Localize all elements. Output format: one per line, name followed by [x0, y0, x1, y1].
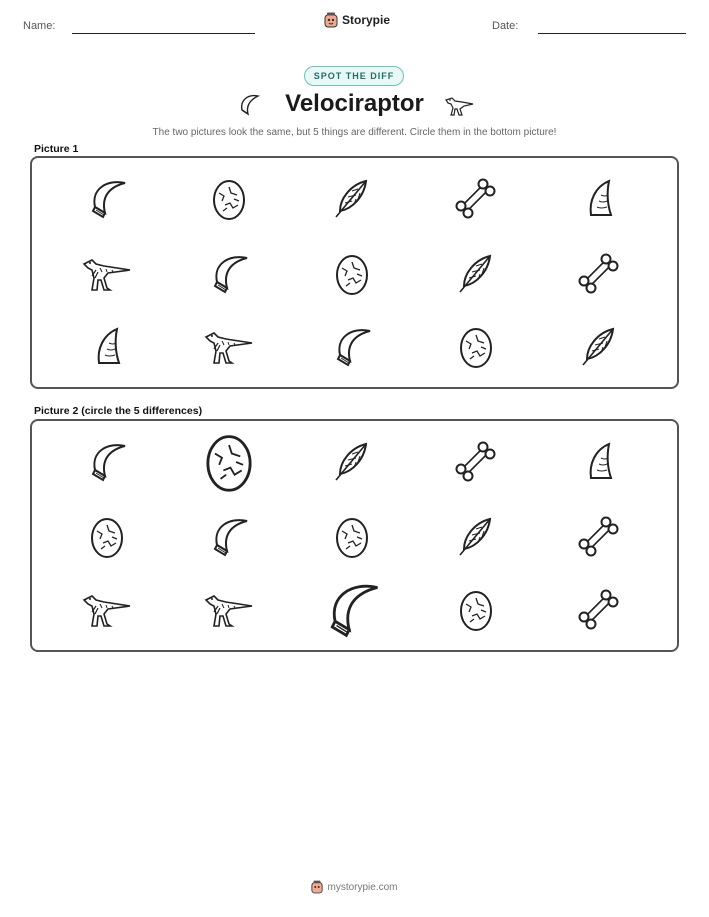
egg-icon [454, 325, 498, 369]
footer [0, 880, 709, 894]
egg-icon [207, 177, 251, 221]
brand-name: Storypie [342, 13, 391, 27]
claw-icon [207, 252, 251, 296]
storypie-mascot-icon [324, 12, 338, 28]
claw-icon [236, 92, 262, 118]
feather-icon [330, 177, 374, 221]
egg-icon[interactable] [198, 430, 260, 494]
claw-icon[interactable] [85, 440, 129, 484]
feather-icon[interactable] [454, 515, 498, 559]
spot-the-diff-badge: SPOT THE DIFF [304, 66, 404, 86]
tooth-icon [85, 325, 129, 369]
date-label: Date: [492, 20, 519, 32]
footer-url[interactable]: mystorypie.com [327, 881, 398, 893]
instruction-text: The two pictures look the same, but 5 things are different. Circle them in the bottom picture! [152, 127, 557, 138]
name-line[interactable] [72, 33, 255, 34]
tooth-icon [577, 177, 621, 221]
feather-icon [454, 252, 498, 296]
claw-icon[interactable] [321, 578, 383, 642]
storypie-mascot-icon [311, 880, 323, 894]
picture-1-panel [30, 156, 679, 389]
velociraptor-icon [442, 92, 476, 118]
bone-icon[interactable] [577, 515, 621, 559]
picture-2-panel[interactable] [30, 419, 679, 652]
feather-icon[interactable] [330, 440, 374, 484]
tooth-icon[interactable] [577, 440, 621, 484]
egg-icon[interactable] [330, 515, 374, 559]
egg-icon[interactable] [85, 515, 129, 559]
raptor-icon[interactable] [202, 588, 256, 632]
feather-icon [577, 325, 621, 369]
picture-1-label: Picture 1 [34, 143, 79, 155]
egg-icon[interactable] [454, 588, 498, 632]
bone-icon [454, 177, 498, 221]
claw-icon [330, 325, 374, 369]
date-line[interactable] [538, 33, 686, 34]
storypie-logo [324, 12, 390, 28]
raptor-icon [202, 325, 256, 369]
raptor-icon[interactable] [80, 588, 134, 632]
raptor-icon [80, 252, 134, 296]
claw-icon [85, 177, 129, 221]
claw-icon[interactable] [207, 515, 251, 559]
bone-icon [577, 252, 621, 296]
egg-icon [330, 252, 374, 296]
bone-icon[interactable] [454, 440, 498, 484]
picture-2-label: Picture 2 (circle the 5 differences) [34, 405, 203, 417]
page-title: Velociraptor [285, 90, 424, 117]
name-label: Name: [23, 20, 56, 32]
bone-icon[interactable] [577, 588, 621, 632]
